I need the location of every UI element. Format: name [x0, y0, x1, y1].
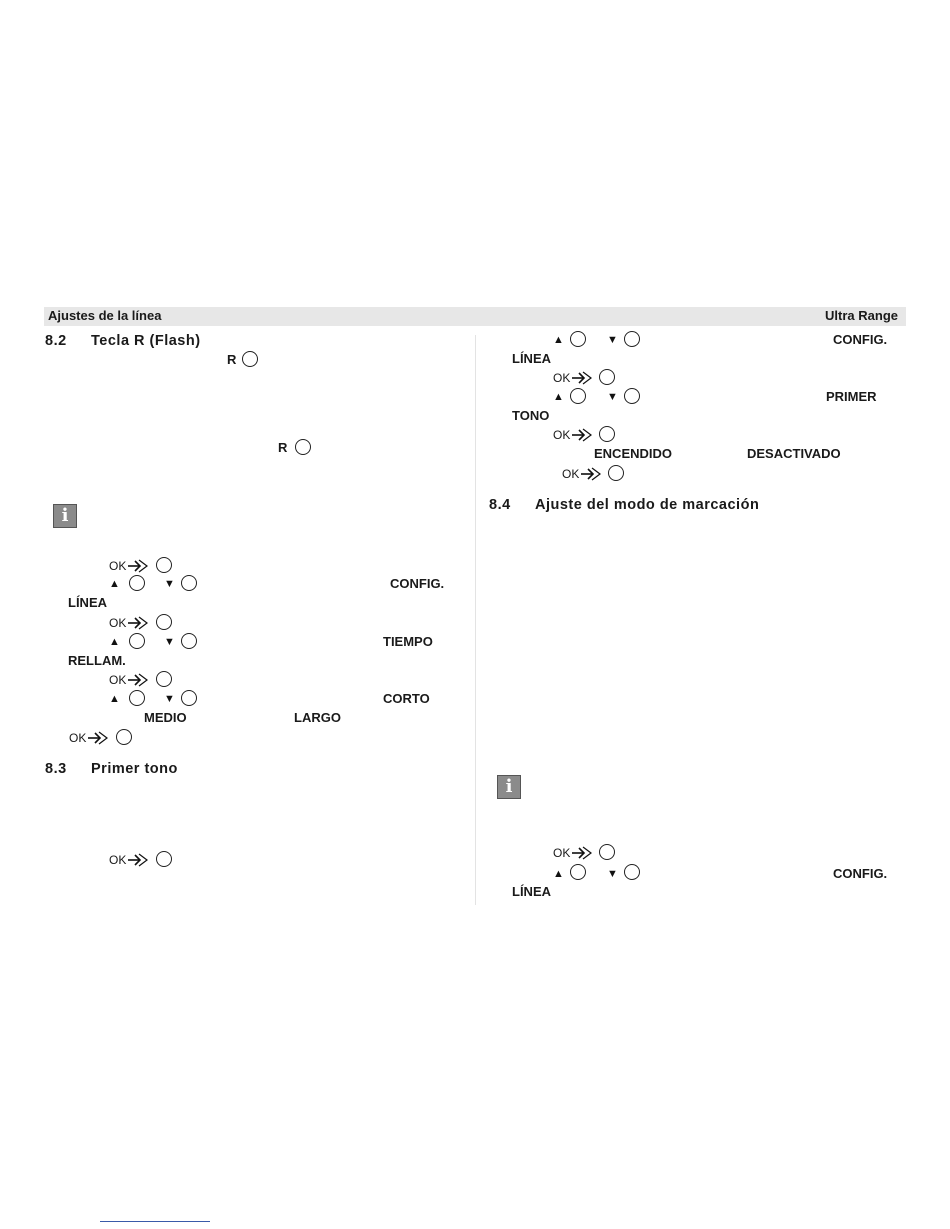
ok-key-circle-icon [116, 729, 132, 745]
r-key-label: R [227, 352, 237, 367]
section-8-2-title [45, 332, 201, 350]
down-triangle-icon: ▼ [164, 636, 175, 648]
info-icon: i [53, 504, 77, 528]
section-number: 8.2 [45, 333, 67, 349]
ok-arrow-icon [87, 730, 109, 746]
up-key-circle-icon [129, 575, 145, 591]
down-triangle-icon: ▼ [607, 868, 618, 880]
tono-label: TONO [512, 408, 550, 423]
primer-label: PRIMER [826, 389, 877, 404]
ok-key [562, 466, 602, 482]
desactivado-label: DESACTIVADO [747, 446, 841, 461]
down-key-circle-icon [624, 388, 640, 404]
ok-key-circle-icon [156, 614, 172, 630]
ok-key [109, 558, 149, 574]
section-8-3-title [45, 760, 178, 778]
down-triangle-icon: ▼ [164, 693, 175, 705]
section-8-4-title [489, 496, 759, 514]
corto-label: CORTO [383, 691, 430, 706]
section-number: 8.3 [45, 761, 67, 777]
linea-label: LÍNEA [512, 351, 551, 366]
linea-label: LÍNEA [512, 884, 551, 899]
up-key-circle-icon [129, 690, 145, 706]
down-triangle-icon: ▼ [164, 578, 175, 590]
ok-key-label: OK [109, 673, 127, 687]
ok-arrow-icon [127, 852, 149, 868]
header-bar [44, 307, 906, 326]
encendido-label: ENCENDIDO [594, 446, 673, 461]
down-key-circle-icon [181, 690, 197, 706]
linea-label: LÍNEA [68, 595, 107, 610]
ok-arrow-icon [127, 672, 149, 688]
up-triangle-icon: ▲ [109, 578, 120, 590]
ok-key [69, 730, 109, 746]
down-triangle-icon: ▼ [607, 391, 618, 403]
ok-key-label: OK [109, 616, 127, 630]
up-key-circle-icon [570, 388, 586, 404]
ok-key [553, 427, 593, 443]
ok-key-label: OK [109, 559, 127, 573]
medio-label: MEDIO [144, 710, 187, 725]
ok-key-label: OK [562, 467, 580, 481]
info-icon: i [497, 775, 521, 799]
ok-key-circle-icon [599, 369, 615, 385]
up-triangle-icon: ▲ [553, 334, 564, 346]
config-label: CONFIG. [833, 866, 888, 881]
config-label: CONFIG. [833, 332, 888, 347]
up-triangle-icon: ▲ [109, 693, 120, 705]
r-key-label: R [278, 440, 288, 455]
down-triangle-icon: ▼ [607, 334, 618, 346]
up-triangle-icon: ▲ [109, 636, 120, 648]
up-key-circle-icon [570, 331, 586, 347]
ok-key [109, 672, 149, 688]
section-heading: Tecla R (Flash) [91, 333, 201, 349]
ok-key-circle-icon [156, 671, 172, 687]
up-triangle-icon: ▲ [553, 868, 564, 880]
down-key-circle-icon [181, 633, 197, 649]
rellam-label: RELLAM. [68, 653, 126, 668]
ok-key [553, 845, 593, 861]
ok-arrow-icon [571, 427, 593, 443]
ok-key-circle-icon [599, 844, 615, 860]
ok-key-label: OK [109, 853, 127, 867]
ok-key-label: OK [553, 428, 571, 442]
largo-label: LARGO [294, 710, 341, 725]
r-key-icon [242, 351, 258, 367]
ok-key-label: OK [553, 371, 571, 385]
ok-key [109, 852, 149, 868]
ok-key-label: OK [69, 731, 87, 745]
column-divider [475, 335, 476, 905]
ok-key-circle-icon [156, 851, 172, 867]
header-right: Ultra Range [825, 308, 898, 323]
ok-arrow-icon [580, 466, 602, 482]
down-key-circle-icon [181, 575, 197, 591]
section-heading: Ajuste del modo de marcación [535, 497, 760, 513]
section-number: 8.4 [489, 497, 511, 513]
ok-arrow-icon [571, 845, 593, 861]
down-key-circle-icon [624, 864, 640, 880]
header-left: Ajustes de la línea [48, 308, 162, 323]
ok-key-circle-icon [156, 557, 172, 573]
ok-arrow-icon [571, 370, 593, 386]
ok-key-circle-icon [599, 426, 615, 442]
down-key-circle-icon [624, 331, 640, 347]
r-key-icon [295, 439, 311, 455]
config-label: CONFIG. [390, 576, 445, 591]
up-triangle-icon: ▲ [553, 391, 564, 403]
tiempo-label: TIEMPO [383, 634, 433, 649]
ok-key-circle-icon [608, 465, 624, 481]
ok-key [553, 370, 593, 386]
ok-arrow-icon [127, 558, 149, 574]
footer-link-line [100, 1221, 210, 1222]
ok-arrow-icon [127, 615, 149, 631]
up-key-circle-icon [129, 633, 145, 649]
ok-key [109, 615, 149, 631]
up-key-circle-icon [570, 864, 586, 880]
section-heading: Primer tono [91, 761, 178, 777]
ok-key-label: OK [553, 846, 571, 860]
